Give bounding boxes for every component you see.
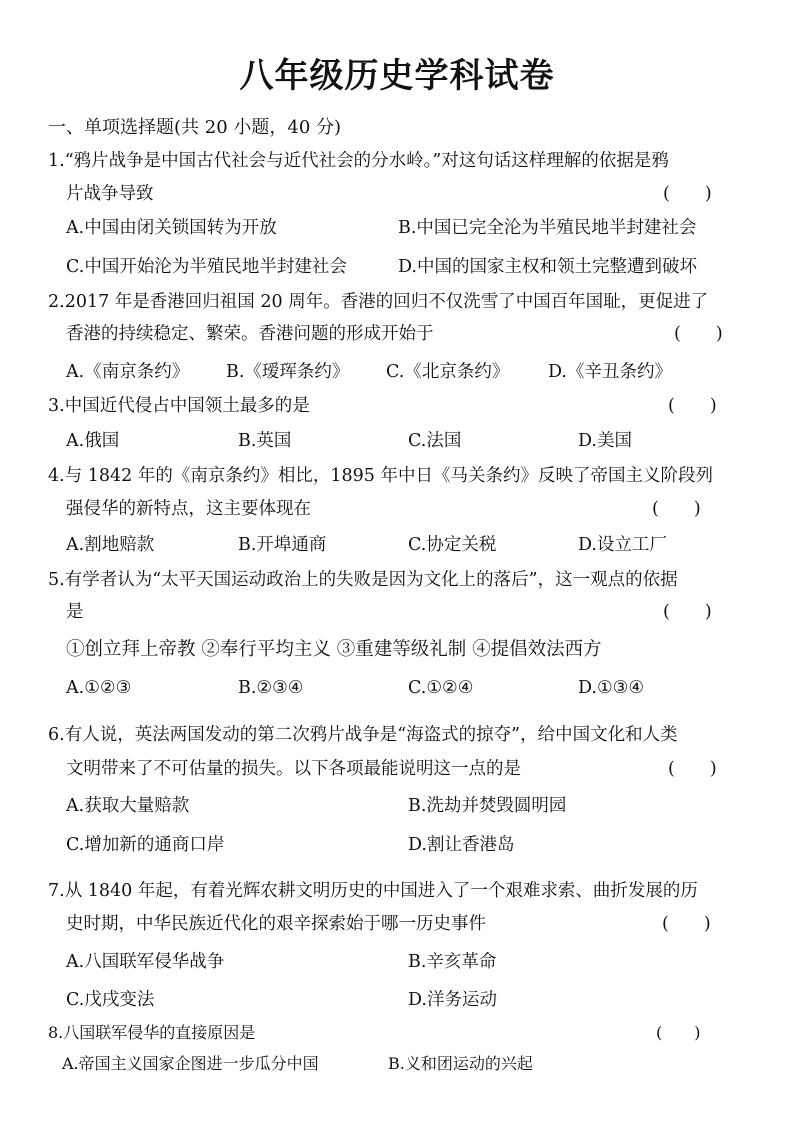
question-7-stem-line-1: 7.从 1840 年起，有着光辉农耕文明历史的中国进入了一个艰难求索、曲折发展的历 [48, 881, 698, 901]
question-3-option-b: B.英国 [238, 431, 292, 451]
question-5-stem-line-1: 5.有学者认为“太平天国运动政治上的失败是因为文化上的落后”，这一观点的依据 [48, 570, 678, 590]
question-1-option-b: B.中国已完全沦为半殖民地半封建社会 [398, 218, 697, 238]
question-6-stem-line-1: 6.有人说，英法两国发动的第二次鸦片战争是“海盗式的掠夺”，给中国文化和人类 [48, 725, 678, 745]
question-5-option-b: B.②③④ [238, 678, 304, 698]
question-6-option-c: C.增加新的通商口岸 [66, 835, 225, 855]
answer-bracket: ( ) [656, 1023, 701, 1042]
question-5-option-d: D.①③④ [578, 678, 645, 698]
answer-bracket: ( ) [663, 184, 712, 204]
question-1-stem-line-1: 1.“鸦片战争是中国古代社会与近代社会的分水岭。”对这句话这样理解的依据是鸦 [48, 151, 669, 171]
question-4-option-b: B.开埠通商 [238, 535, 327, 555]
question-7-option-a: A.八国联军侵华战争 [66, 952, 225, 972]
question-7-option-c: C.戊戌变法 [66, 990, 155, 1010]
section-heading: 一、单项选择题(共 20 小题，40 分) [48, 117, 342, 138]
answer-bracket: ( ) [652, 499, 701, 519]
question-3-option-d: D.美国 [578, 431, 632, 451]
question-5-statement-items: ①创立拜上帝教 ②奉行平均主义 ③重建等级礼制 ④提倡效法西方 [66, 639, 602, 660]
question-3-option-c: C.法国 [408, 431, 462, 451]
question-2-option-a: A.《南京条约》 [66, 362, 190, 382]
question-4-option-c: C.协定关税 [408, 535, 497, 555]
answer-bracket: ( ) [668, 759, 717, 779]
question-6-option-d: D.割让香港岛 [408, 835, 515, 855]
question-2-stem-line-1: 2.2017 年是香港回归祖国 20 周年。香港的回归不仅洗雪了中国百年国耻，更促进了 [48, 292, 709, 312]
question-2-option-c: C.《北京条约》 [386, 362, 510, 382]
answer-bracket: ( ) [674, 324, 723, 344]
question-8-stem-line-1: 8.八国联军侵华的直接原因是 [48, 1023, 256, 1042]
question-2-option-b: B.《瑷珲条约》 [226, 362, 350, 382]
answer-bracket: ( ) [663, 602, 712, 622]
answer-bracket: ( ) [662, 914, 711, 934]
question-7-stem-line-2: 史时期，中华民族近代化的艰辛探索始于哪一历史事件 [66, 914, 486, 934]
question-3-option-a: A.俄国 [66, 431, 120, 451]
question-5-option-a: A.①②③ [66, 678, 132, 698]
question-6-option-b: B.洗劫并焚毁圆明园 [408, 796, 567, 816]
question-1-option-d: D.中国的国家主权和领土完整遭到破坏 [398, 257, 697, 277]
question-2-option-d: D.《辛丑条约》 [548, 362, 672, 382]
question-5-option-c: C.①②④ [408, 678, 474, 698]
question-2-stem-line-2: 香港的持续稳定、繁荣。香港问题的形成开始于 [66, 324, 434, 344]
question-4-stem-line-1: 4.与 1842 年的《南京条约》相比，1895 年中日《马关条约》反映了帝国主义阶段列 [48, 466, 713, 486]
question-8-option-b: B.义和团运动的兴起 [388, 1054, 533, 1073]
question-6-option-a: A.获取大量赔款 [66, 796, 190, 816]
question-1-option-a: A.中国由闭关锁国转为开放 [66, 218, 277, 238]
answer-bracket: ( ) [668, 396, 717, 416]
question-1-stem-line-2: 片战争导致 [66, 184, 154, 204]
question-6-stem-line-2: 文明带来了不可估量的损失。以下各项最能说明这一点的是 [66, 759, 521, 779]
question-4-stem-line-2: 强侵华的新特点，这主要体现在 [66, 499, 311, 519]
question-4-option-a: A.割地赔款 [66, 535, 155, 555]
question-3-stem-line-1: 3.中国近代侵占中国领土最多的是 [48, 396, 310, 416]
question-7-option-d: D.洋务运动 [408, 990, 497, 1010]
exam-title: 八年级历史学科试卷 [239, 56, 555, 96]
question-1-option-c: C.中国开始沦为半殖民地半封建社会 [66, 257, 347, 277]
question-7-option-b: B.辛亥革命 [408, 952, 497, 972]
question-4-option-d: D.设立工厂 [578, 535, 667, 555]
question-8-option-a: A.帝国主义国家企图进一步瓜分中国 [62, 1054, 319, 1073]
question-5-stem-line-2: 是 [66, 602, 84, 622]
